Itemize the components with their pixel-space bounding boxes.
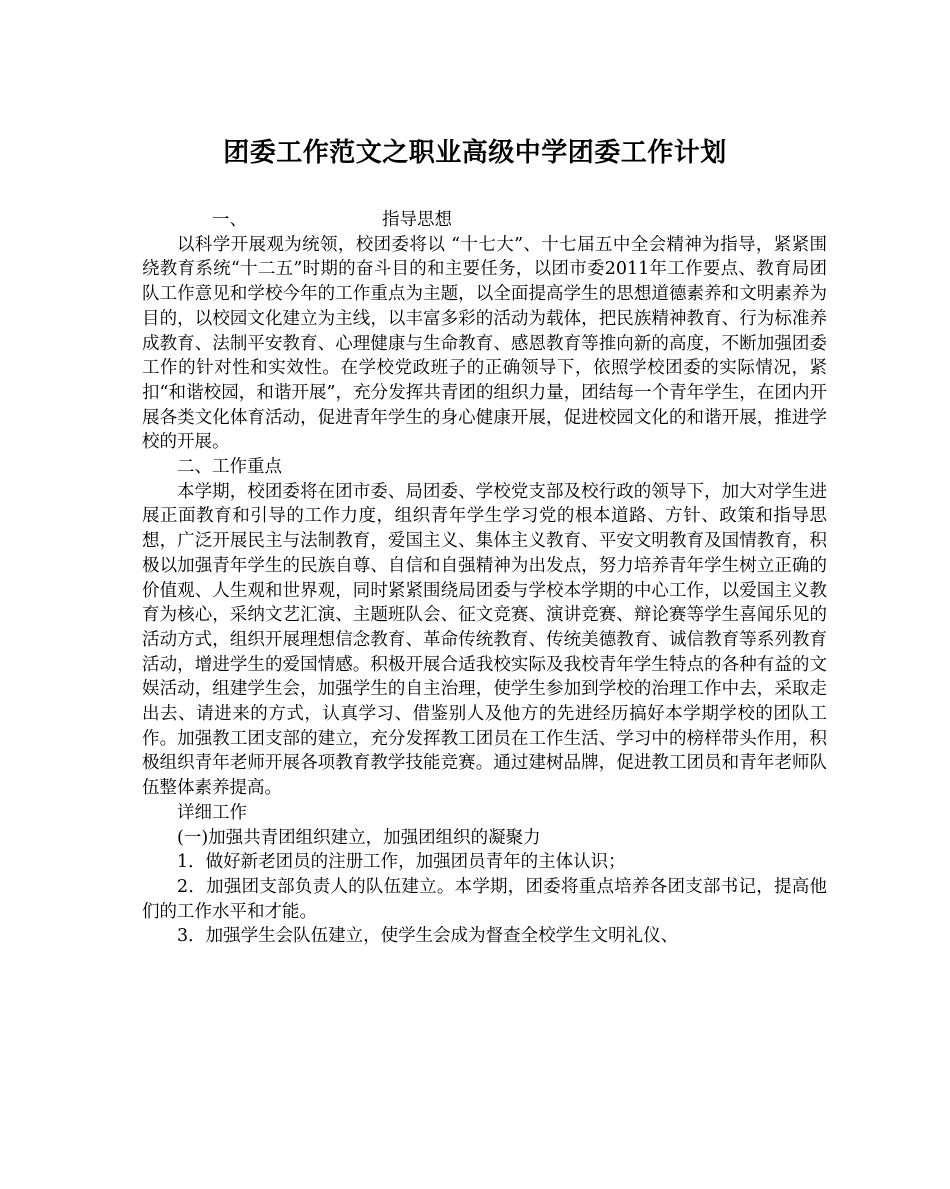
paragraph-work-focus: 本学期，校团委将在团市委、局团委、学校党支部及校行政的领导下，加大对学生进展正面教育和引导的工作力度，组织青年学生学习党的根本道路、方针、政策和指导思想，广泛开展民主与法制教育，爱国主义、集体主义教育、平安文明教育及国情教育，积极以加强青年学生的民族自尊、自信和自强精神为出发点，努力培养青年学生树立正确的价值观、人生观和世界观，同时紧紧围绕局团委与学校本学期的中心工作，以爱国主义教育为核心，采纳文艺汇演、主题班队会、征文竞赛、演讲竞赛、辩论赛等学生喜闻乐见的活动方式，组织开展理想信念教育、革命传统教育、传统美德教育、诚信教育等系列教育活动，增进学生的爱国情感。积极开展合适我校实际及我校青年学生特点的各种有益的文娱活动，组建学生会，加强学生的自主治理，使学生参加到学校的治理工作中去，采取走出去、请进来的方式，认真学习、借鉴别人及他方的先进经历搞好本学期学校的团队工作。加强教工团支部的建立，充分发挥教工团员在工作生活、学习中的榜样带头作用，积极组织青年老师开展各项教育教学技能竞赛。通过建树品牌，促进教工团员和青年老师队伍整体素养提高。 (142, 481, 827, 799)
section-number: 一、 (212, 210, 247, 230)
section-heading-guiding-ideology (142, 208, 827, 233)
document-title: 团委工作范文之职业高级中学团委工作计划 (223, 138, 727, 168)
document-body (142, 208, 827, 949)
section-heading-work-focus: 二、工作重点 (177, 457, 282, 478)
paragraph-guiding-ideology: 以科学开展观为统领，校团委将以 “十七大”、十七届五中全会精神为指导，紧紧围绕教育系统“十二五”时期的奋斗目的和主要任务，以团市委2011年工作要点、教育局团队工作意见和学校今年的工作重点为主题，以全面提高学生的思想道德素养和文明素养为目的，以校园文化建立为主线，以丰富多彩的活动为载体，把民族精神教育、行为标准养成教育、法制平安教育、心理健康与生命教育、感恩教育等推向新的高度，不断加强团委工作的针对性和实效性。在学校党政班子的正确领导下，依照学校团委的实际情况，紧扣“和谐校园，和谐开展”，充分发挥共青团的组织力量，团结每一个青年学生，在团内开展各类文化体育活动，促进青年学生的身心健康开展，促进校园文化的和谐开展，推进学校的开展。 (142, 234, 827, 453)
section-heading-detailed-work: 详细工作 (177, 802, 247, 823)
list-item: 3．加强学生会队伍建立，使学生会成为督查全校学生文明礼仪、 (177, 926, 679, 947)
list-item: 1．做好新老团员的注册工作，加强团员青年的主体认识； (177, 852, 626, 873)
section-heading-label: 指导思想 (382, 210, 452, 230)
subsection-heading-organization: (一)加强共青团组织建立，加强团组织的凝聚力 (177, 827, 541, 848)
list-item: 2．加强团支部负责人的队伍建立。本学期，团委将重点培养各团支部书记，提高他们的工作水平和才能。 (142, 876, 827, 922)
